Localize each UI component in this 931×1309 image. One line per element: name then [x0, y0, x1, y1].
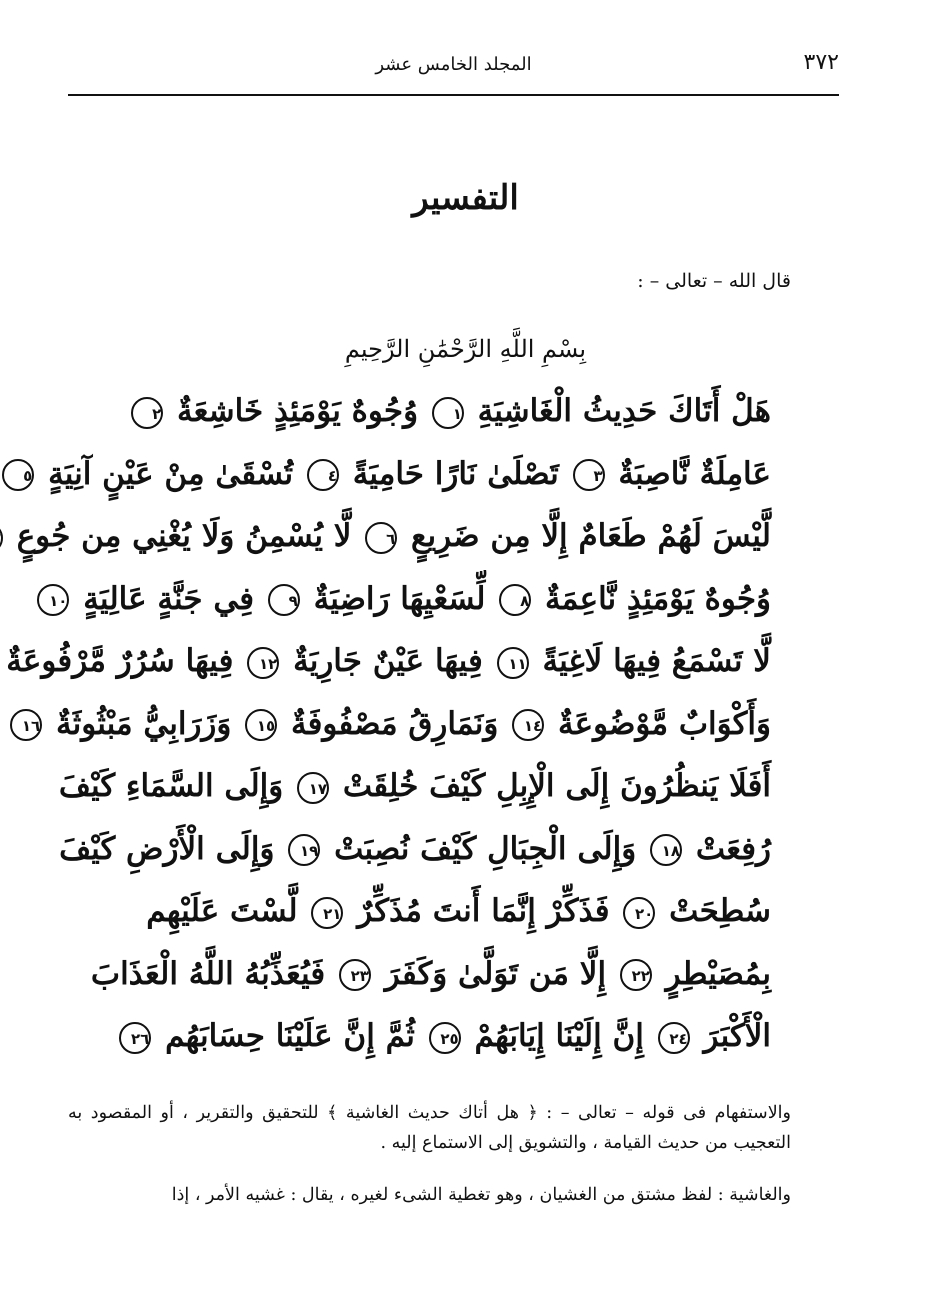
ayah-number-marker: [0, 522, 3, 554]
ayah-number-marker: ٦: [365, 522, 397, 554]
ayah-number-marker: ٢٦: [119, 1022, 151, 1054]
verse-text: هَلْ أَتَاكَ حَدِيثُ الْغَاشِيَةِ: [477, 393, 771, 429]
verse-text: إِنَّ إِلَيْنَا إِيَابَهُمْ: [474, 1018, 644, 1054]
ayah-number-marker: ٢٤: [658, 1022, 690, 1054]
verse-line: [90, 943, 771, 1006]
ayah-number-marker: ١٢: [247, 647, 279, 679]
verse-text: فِيهَا سُرُرٌ مَّرْفُوعَةٌ: [6, 643, 234, 679]
commentary-paragraph: والغاشية : لفظ مشتق من الغشيان ، وهو تغطية الشىء لغيره ، يقال : غشيه الأمر ، إذا: [171, 1185, 791, 1205]
verse-text: وَإِلَى الْأَرْضِ كَيْفَ: [59, 830, 275, 867]
verse-line: [59, 818, 771, 881]
ayah-number-marker: ٥: [2, 459, 34, 491]
verse-text: ثُمَّ إِنَّ عَلَيْنَا حِسَابَهُم: [165, 1018, 415, 1054]
verse-text: وَإِلَى الْجِبَالِ كَيْفَ نُصِبَتْ: [334, 830, 637, 867]
verse-text: وُجُوهٌ يَوْمَئِذٍ خَاشِعَةٌ: [177, 393, 419, 429]
verse-text: لِّسَعْيِهَا رَاضِيَةٌ: [313, 580, 486, 617]
ayah-number-marker: ١٩: [288, 834, 320, 866]
verse-line: [16, 505, 771, 568]
page-number: ٣٧٢: [803, 50, 839, 75]
verse-text: فَذَكِّرْ إِنَّمَا أَنتَ مُذَكِّرٌ: [357, 893, 610, 929]
section-title: التفسير: [412, 178, 519, 218]
ayah-number-marker: ٢٥: [429, 1022, 461, 1054]
ayah-number-marker: ٢: [131, 397, 163, 429]
verse-text: وَزَرَابِيُّ مَبْثُوثَةٌ: [56, 705, 232, 742]
verse-text: فِيهَا عَيْنٌ جَارِيَةٌ: [293, 643, 483, 679]
page-header: [68, 50, 839, 96]
verse-text: فَيُعَذِّبُهُ اللَّهُ الْعَذَابَ: [90, 955, 326, 992]
verse-text: إِلَّا مَن تَوَلَّىٰ وَكَفَرَ: [384, 955, 607, 992]
verse-text: لَّسْتَ عَلَيْهِم: [146, 893, 298, 929]
verse-text: لَّيْسَ لَهُمْ طَعَامٌ إِلَّا مِن ضَرِيعٍ: [411, 518, 771, 554]
ayah-number-marker: ٢١: [311, 897, 343, 929]
ayah-number-marker: ٢٣: [339, 959, 371, 991]
intro-line: قال الله – تعالى – :: [637, 270, 791, 292]
commentary-paragraph: والاستفهام فى قوله – تعالى – : ﴿ هل أتاك حديث الغاشية ﴾ للتحقيق والتقرير ، أو المقصود به التعجيب من حديث القيامة ، والتشويق إلى الاستماع إليه .: [68, 1103, 791, 1153]
verse-text: وَنَمَارِقُ مَصْفُوفَةٌ: [290, 705, 499, 742]
verse-text: تُسْقَىٰ مِنْ عَيْنٍ آنِيَةٍ: [48, 455, 294, 492]
verse-line: [49, 568, 771, 631]
verse-text: بِمُصَيْطِرٍ: [665, 955, 771, 992]
verse-text: أَفَلَا يَنظُرُونَ إِلَى الْإِبِلِ كَيْفَ خُلِقَتْ: [342, 768, 771, 804]
verse-line: [21, 693, 771, 756]
verse-text: سُطِحَتْ: [669, 893, 771, 929]
verse-text: وَأَكْوَابٌ مَّوْضُوعَةٌ: [557, 705, 771, 742]
verse-line: [23, 443, 771, 506]
ayah-number-marker: ٤: [307, 459, 339, 491]
ayah-number-marker: ١٤: [512, 709, 544, 741]
commentary: [68, 1098, 791, 1210]
ayah-number-marker: ١٨: [650, 834, 682, 866]
ayah-number-marker: ١٥: [245, 709, 277, 741]
verse-text: فِي جَنَّةٍ عَالِيَةٍ: [83, 580, 255, 617]
verse-line: [146, 880, 771, 943]
verse-text: وَإِلَى السَّمَاءِ كَيْفَ: [58, 768, 284, 804]
quran-text: [6, 380, 771, 1068]
ayah-number-marker: ١٠: [37, 584, 69, 616]
verse-line: [152, 380, 771, 443]
verse-line: [131, 1005, 771, 1068]
running-head: المجلد الخامس عشر: [375, 54, 532, 75]
verse-text: لَّا تَسْمَعُ فِيهَا لَاغِيَةً: [542, 643, 771, 679]
verse-text: تَصْلَىٰ نَارًا حَامِيَةً: [352, 455, 559, 492]
ayah-number-marker: ٢٢: [620, 959, 652, 991]
ayah-number-marker: ٨: [499, 584, 531, 616]
verse-text: عَامِلَةٌ نَّاصِبَةٌ: [618, 455, 771, 492]
ayah-number-marker: ١١: [497, 647, 529, 679]
verse-line: [58, 755, 771, 818]
verse-text: لَّا يُسْمِنُ وَلَا يُغْنِي مِن جُوعٍ: [16, 518, 352, 554]
ayah-number-marker: ١٦: [10, 709, 42, 741]
verse-line: [6, 630, 771, 693]
ayah-number-marker: ٩: [268, 584, 300, 616]
verse-text: رُفِعَتْ: [695, 830, 771, 867]
verse-text: وُجُوهٌ يَوْمَئِذٍ نَّاعِمَةٌ: [545, 580, 771, 617]
ayah-number-marker: ٣: [573, 459, 605, 491]
ayah-number-marker: ٢٠: [623, 897, 655, 929]
ayah-number-marker: ١٧: [297, 772, 329, 804]
ayah-number-marker: ١: [432, 397, 464, 429]
verse-text: الْأَكْبَرَ: [703, 1018, 771, 1054]
basmala: بِسْمِ اللَّهِ الرَّحْمَٰنِ الرَّحِيمِ: [344, 335, 587, 363]
